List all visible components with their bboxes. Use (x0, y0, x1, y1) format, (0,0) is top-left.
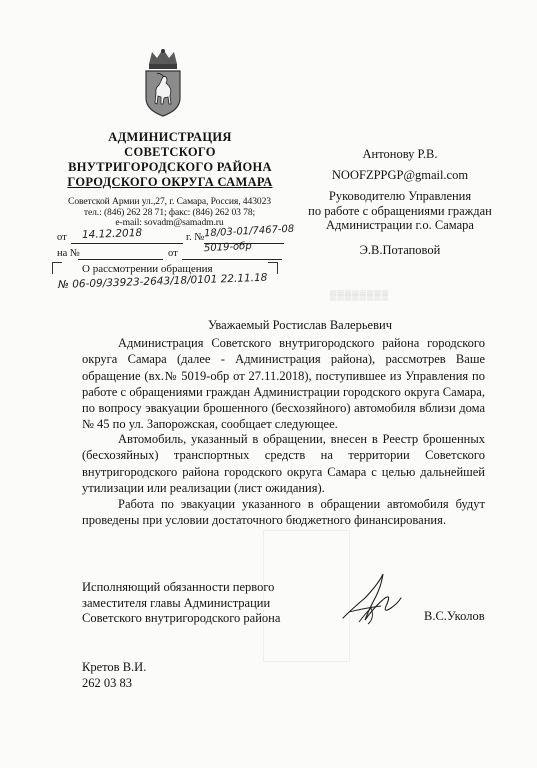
recipient-title-line-1: Руководителю Управления (328, 189, 472, 203)
signatory-position (82, 580, 280, 627)
recipient-name: Э.В.Потаповой (359, 243, 441, 257)
date-label: от (57, 232, 67, 243)
subject-handwritten-note: № 06-09/33923-2643/18/0101 22.11.18 (57, 271, 268, 291)
position-line-1: Исполняющий обязанности первого (82, 580, 275, 594)
body-paragraph-3: Работа по эвакуации указанного в обращении автомобиля будут проведены при условии достаточного бюджетного финансирования. (82, 497, 485, 528)
handwritten-signature (335, 568, 415, 628)
date-underline (71, 243, 183, 244)
position-line-2: заместителя главы Администрации (82, 595, 271, 610)
position-line-3: Советского внутригородского района (82, 611, 281, 625)
org-line-1: АДМИНИСТРАЦИЯ (108, 130, 232, 144)
org-phone: тел.: (846) 262 28 71; факс: (846) 262 03 78; (83, 206, 256, 218)
subject-bracket-left (52, 262, 62, 274)
org-line-3: ВНУТРИГОРОДСКОГО РАЙОНА (68, 160, 272, 174)
subject-bracket-right (268, 262, 278, 274)
addressee-email: NOOFZPPGP@gmail.com (331, 168, 469, 182)
org-email: e-mail: sovadm@samadm.ru (115, 217, 224, 228)
body-paragraph-2: Автомобиль, указанный в обращении, внесен в Реестр брошенных (бесхозяйных) транспортных средств на территории Советского внутригородского района городского округа Самара с целью дальнейшей утилизации или реализации (лист ожидания). (82, 432, 485, 495)
letter-subject: О рассмотрении обращения (82, 263, 213, 275)
addressee-name: Антонову Р.В. (362, 147, 438, 161)
organization-name (50, 130, 290, 190)
number-label: г. № (186, 232, 205, 243)
signatory-name: В.С.Уколов (424, 609, 485, 623)
bleed-through-text: ▒▒▒▒▒▒▒▒ (330, 290, 390, 300)
performer-name: Кретов В.И. (82, 660, 147, 674)
org-line-4: ГОРОДСКОГО ОКРУГА САМАРА (67, 175, 273, 189)
to-number-label: на № (57, 248, 80, 259)
registration-date: 14.12.2018 (81, 226, 143, 242)
recipient-title-line-3: Администрации г.о. Самара (326, 218, 474, 232)
to-number-underline (78, 259, 163, 260)
reference-number: 5019-обр (203, 240, 252, 255)
from-label-2: от (168, 248, 178, 259)
org-line-2: СОВЕТСКОГО (124, 145, 216, 159)
performer-block (82, 660, 146, 691)
greeting: Уважаемый Ростислав Валерьевич (207, 318, 392, 332)
coat-of-arms-emblem (139, 48, 187, 118)
recipient-title (300, 189, 500, 233)
body-paragraph-1: Администрация Советского внутригородского района городского округа Самара (далее - Администрация района), рассмотрев Ваше обращение (вх.№ 5019-обр от 27.11.2018), поступившее из Управления по работе с обращениями граждан Администрации городского округа Самара, по вопросу эвакуации брошенного (бесхозяйного) автомобиля вблизи дома № 45 по ул. Запорожская, сообщает следующее. (82, 336, 485, 432)
org-address: Советской Армии ул.,27, г. Самара, Россия, 443023 (68, 196, 271, 207)
recipient-title-line-2: по работе с обращениями граждан (308, 203, 492, 218)
registration-number: 18/03-01/7467-08 (203, 223, 295, 240)
performer-phone: 262 03 83 (82, 675, 132, 690)
letterhead-contacts (57, 197, 282, 229)
ref-date-underline (182, 259, 282, 260)
